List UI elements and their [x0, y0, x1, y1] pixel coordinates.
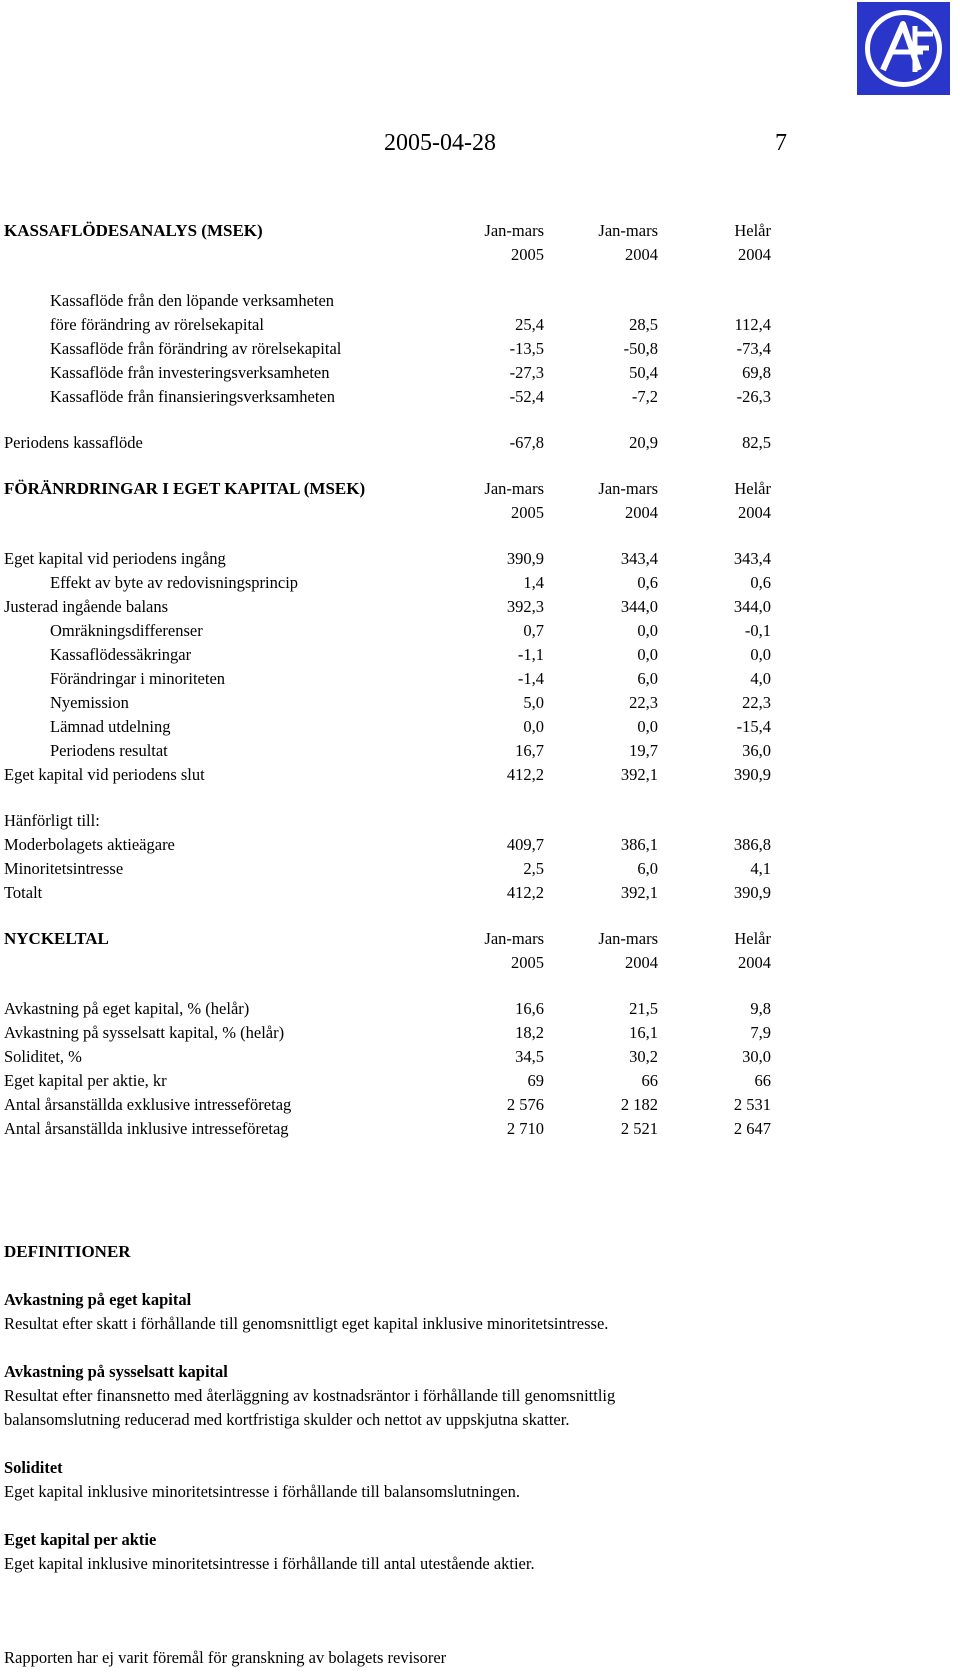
cell-value: -26,3	[736, 387, 771, 406]
cell-value: 18,2	[515, 1023, 544, 1042]
cell-value: 1,4	[523, 573, 544, 592]
col-year: 2004	[625, 953, 658, 972]
cell-value: 344,0	[733, 597, 771, 616]
cell-value: 392,3	[506, 597, 544, 616]
cell-value: 412,2	[506, 765, 544, 784]
table-row	[4, 595, 954, 619]
cell-value: 0,7	[523, 621, 544, 640]
cell-value: 2 710	[506, 1119, 544, 1138]
row-label: Periodens resultat	[50, 741, 168, 760]
cell-value: 69	[527, 1071, 544, 1090]
table-row	[4, 1069, 954, 1093]
cell-value: 28,5	[629, 315, 658, 334]
col-period: Jan-mars	[598, 221, 658, 240]
table-row	[4, 1021, 954, 1045]
cell-value: 386,1	[620, 835, 658, 854]
table-row	[4, 643, 954, 667]
row-label: före förändring av rörelsekapital	[50, 315, 264, 334]
row-label: Eget kapital per aktie, kr	[4, 1071, 167, 1090]
row-label: Kassaflöde från finansieringsverksamheten	[50, 387, 335, 406]
cell-value: -50,8	[623, 339, 658, 358]
cell-value: -7,2	[631, 387, 658, 406]
col-period: Helår	[734, 479, 771, 498]
cell-value: 69,8	[742, 363, 771, 382]
cell-value: 343,4	[620, 549, 658, 568]
cell-value: 6,0	[637, 669, 658, 688]
cell-value: -15,4	[736, 717, 771, 736]
row-label: Kassaflöde från investeringsverksamheten	[50, 363, 330, 382]
col-period: Helår	[734, 929, 771, 948]
cell-value: 0,0	[637, 717, 658, 736]
cell-value: 36,0	[742, 741, 771, 760]
row-label: Soliditet, %	[4, 1047, 82, 1066]
cell-value: 20,9	[629, 433, 658, 452]
cell-value: 4,0	[750, 669, 771, 688]
col-year: 2004	[738, 245, 771, 264]
cell-value: -0,1	[744, 621, 771, 640]
cell-value: -52,4	[509, 387, 544, 406]
cell-value: 7,9	[750, 1023, 771, 1042]
definition-term: Soliditet	[4, 1458, 63, 1477]
table-row	[4, 997, 954, 1021]
cell-value: 22,3	[742, 693, 771, 712]
cell-value: 2 531	[733, 1095, 771, 1114]
row-label: Justerad ingående balans	[4, 597, 169, 616]
cell-value: 22,3	[629, 693, 658, 712]
cell-value: 21,5	[629, 999, 658, 1018]
definitions-title: DEFINITIONER	[4, 1242, 131, 1261]
col-year: 2004	[738, 503, 771, 522]
cell-value: 0,0	[750, 645, 771, 664]
cell-value: 66	[641, 1071, 658, 1090]
row-label: Lämnad utdelning	[50, 717, 171, 736]
row-label: Moderbolagets aktieägare	[4, 835, 175, 854]
footer-note: Rapporten har ej varit föremål för granskning av bolagets revisorer	[4, 1648, 447, 1667]
cashflow-intro-row	[4, 289, 954, 313]
header-date: 2005-04-28	[384, 130, 496, 156]
cell-value: -73,4	[736, 339, 771, 358]
cell-value: 343,4	[733, 549, 771, 568]
row-label: Kassaflöde från den löpande verksamheten	[50, 291, 335, 310]
row-label: Förändringar i minoriteten	[50, 669, 226, 688]
cell-value: 6,0	[637, 859, 658, 878]
col-period: Helår	[734, 221, 771, 240]
definition-term: Avkastning på eget kapital	[4, 1290, 192, 1309]
cell-value: 5,0	[523, 693, 544, 712]
cell-value: 390,9	[733, 883, 771, 902]
cell-value: 0,0	[637, 621, 658, 640]
table-row	[4, 667, 954, 691]
table-row	[4, 857, 954, 881]
col-year: 2004	[625, 245, 658, 264]
cell-value: 82,5	[742, 433, 771, 452]
cell-value: 16,7	[515, 741, 544, 760]
equity-title: FÖRÄNRDRINGAR I EGET KAPITAL (MSEK)	[4, 479, 366, 498]
definition-term: Eget kapital per aktie	[4, 1530, 157, 1549]
cell-value: 0,6	[750, 573, 771, 592]
table-row	[4, 571, 954, 595]
cell-value: 112,4	[734, 315, 771, 334]
cell-value: -1,4	[517, 669, 544, 688]
row-label: Avkastning på sysselsatt kapital, % (helår)	[4, 1023, 285, 1042]
table-row	[4, 547, 954, 571]
table-row	[4, 1045, 954, 1069]
definition-text: Eget kapital inklusive minoritetsintresse i förhållande till antal utestående aktier.	[4, 1554, 535, 1573]
table-row	[4, 739, 954, 763]
definition-text: Resultat efter skatt i förhållande till genomsnittligt eget kapital inklusive minoritetsintresse.	[4, 1314, 609, 1333]
cell-value: 392,1	[620, 765, 658, 784]
table-row	[4, 881, 954, 905]
row-label: Kassaflödessäkringar	[50, 645, 192, 664]
row-label: Antal årsanställda exklusive intresseföretag	[4, 1095, 292, 1114]
cell-value: 50,4	[629, 363, 658, 382]
row-label: Effekt av byte av redovisningsprincip	[50, 573, 299, 592]
cashflow-total-row	[4, 431, 954, 455]
table-row	[4, 619, 954, 643]
cell-value: 2 182	[620, 1095, 658, 1114]
row-label: Kassaflöde från förändring av rörelsekapital	[50, 339, 342, 358]
col-year: 2004	[738, 953, 771, 972]
report-tables	[4, 219, 954, 1141]
equity-year-row	[4, 501, 954, 525]
row-label: Antal årsanställda inklusive intresseföretag	[4, 1119, 289, 1138]
row-label: Avkastning på eget kapital, % (helår)	[4, 999, 250, 1018]
table-row	[4, 715, 954, 739]
col-year: 2005	[511, 953, 544, 972]
keyratios-title: NYCKELTAL	[4, 929, 109, 948]
col-period: Jan-mars	[484, 929, 544, 948]
cell-value: 2,5	[523, 859, 544, 878]
cashflow-year-row	[4, 243, 954, 267]
cell-value: 409,7	[506, 835, 544, 854]
definition-text: Eget kapital inklusive minoritetsintresse i förhållande till balansomslutningen.	[4, 1482, 520, 1501]
cell-value: 2 521	[620, 1119, 658, 1138]
table-row	[4, 313, 954, 337]
row-label: Eget kapital vid periodens ingång	[4, 549, 226, 568]
keyratios-header-row	[4, 927, 954, 951]
row-label: Nyemission	[50, 693, 129, 712]
cell-value: 9,8	[750, 999, 771, 1018]
col-year: 2004	[625, 503, 658, 522]
col-year: 2005	[511, 245, 544, 264]
definition-term: Avkastning på sysselsatt kapital	[4, 1362, 228, 1381]
table-row	[4, 1093, 954, 1117]
cell-value: 34,5	[515, 1047, 544, 1066]
keyratios-year-row	[4, 951, 954, 975]
definition-text: Resultat efter finansnetto med återläggning av kostnadsräntor i förhållande till genomsnittlig	[4, 1386, 616, 1405]
cell-value: -67,8	[509, 433, 544, 452]
row-label: Eget kapital vid periodens slut	[4, 765, 205, 784]
cell-value: 2 576	[506, 1095, 544, 1114]
cell-value: 16,1	[629, 1023, 658, 1042]
cell-value: 390,9	[506, 549, 544, 568]
cell-value: 390,9	[733, 765, 771, 784]
cell-value: -27,3	[509, 363, 544, 382]
page-number: 7	[775, 130, 787, 156]
row-label: Omräkningsdifferenser	[50, 621, 203, 640]
col-year: 2005	[511, 503, 544, 522]
cashflow-title: KASSAFLÖDESANALYS (MSEK)	[4, 221, 263, 240]
table-row	[4, 833, 954, 857]
row-label: Hänförligt till:	[4, 811, 100, 830]
cell-value: -1,1	[517, 645, 544, 664]
table-row	[4, 385, 954, 409]
cell-value: 4,1	[750, 859, 771, 878]
cell-value: 30,2	[629, 1047, 658, 1066]
cell-value: 2 647	[733, 1119, 771, 1138]
table-row	[4, 361, 954, 385]
cell-value: 19,7	[629, 741, 658, 760]
attributable-heading-row	[4, 809, 954, 833]
cell-value: 0,0	[637, 645, 658, 664]
row-label: Periodens kassaflöde	[4, 433, 143, 452]
cell-value: 16,6	[515, 999, 544, 1018]
cell-value: 66	[754, 1071, 771, 1090]
cell-value: 25,4	[515, 315, 544, 334]
cell-value: 0,6	[637, 573, 658, 592]
cell-value: 412,2	[506, 883, 544, 902]
definitions-section	[4, 1240, 944, 1576]
col-period: Jan-mars	[484, 221, 544, 240]
cell-value: 386,8	[733, 835, 771, 854]
col-period: Jan-mars	[598, 929, 658, 948]
cell-value: 30,0	[742, 1047, 771, 1066]
col-period: Jan-mars	[484, 479, 544, 498]
definition-text: balansomslutning reducerad med kortfristiga skulder och nettot av uppskjutna skatter.	[4, 1410, 570, 1429]
cell-value: 344,0	[620, 597, 658, 616]
cell-value: 392,1	[620, 883, 658, 902]
table-row	[4, 337, 954, 361]
cashflow-header-row	[4, 219, 954, 243]
company-logo-icon	[857, 2, 950, 95]
table-row	[4, 763, 954, 787]
equity-header-row	[4, 477, 954, 501]
table-row	[4, 1117, 954, 1141]
row-label: Totalt	[4, 883, 43, 902]
cell-value: -13,5	[509, 339, 544, 358]
row-label: Minoritetsintresse	[4, 859, 124, 878]
cell-value: 0,0	[523, 717, 544, 736]
col-period: Jan-mars	[598, 479, 658, 498]
table-row	[4, 691, 954, 715]
